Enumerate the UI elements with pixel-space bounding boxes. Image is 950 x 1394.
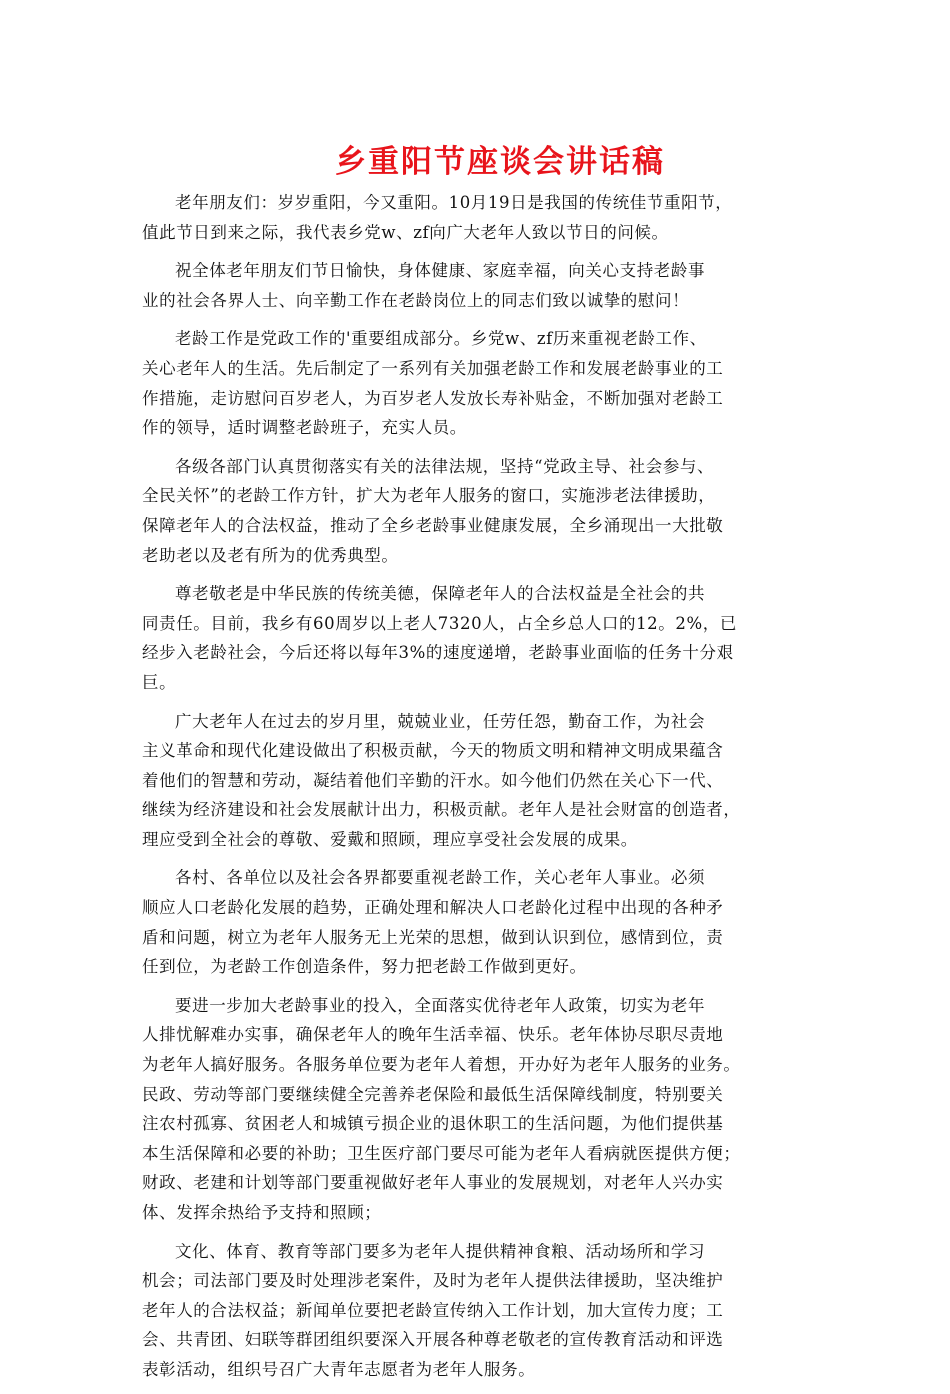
paragraph: 各村、各单位以及社会各界都要重视老龄工作，关心老年人事业。必须 顺应人口老龄化发展的趋势，正确处理和解决人口老龄化过程中出现的各种矛 盾和问题，树立为老年人服务无上光荣的思想，做到认识到位，感情到位，责 任到位，为老龄工作创造条件，努力把老龄工作做到更好。 xyxy=(142,868,724,977)
paragraph: 老龄工作是党政工作的'重要组成部分。乡党w、zf历来重视老龄工作、 关心老年人的生活。先后制定了一系列有关加强老龄工作和发展老龄事业的工 作措施，走访慰问百岁老人，为百岁老人发放长寿补贴金，不断加强对老龄工 作的领导，适时调整老龄班子，充实人员。 xyxy=(142,329,724,438)
paragraph: 老年朋友们：岁岁重阳，今又重阳。10月19日是我国的传统佳节重阳节， 值此节日到来之际，我代表乡党w、zf向广大老年人致以节日的问候。 xyxy=(142,193,733,242)
paragraph: 广大老年人在过去的岁月里，兢兢业业，任劳任怨，勤奋工作，为社会 主义革命和现代化建设做出了积极贡献，今天的物质文明和精神文明成果蕴含 着他们的智慧和劳动，凝结着他们辛勤的汗水。如今他们仍然在关心下一代、 继续为经济建设和社会发展献计出力，积极贡献。老年人是社会财富的创造者， 理应受到全社会的尊敬、爱戴和照顾，理应享受社会发展的成果。 xyxy=(142,711,741,849)
paragraph: 尊老敬老是中华民族的传统美德，保障老年人的合法权益是全社会的共 同责任。目前，我乡有60周岁以上老人7320人，占全乡总人口的12。2%，已 经步入老龄社会，今后还将以每年3%的速度递增，老龄事业面临的任务十分艰 巨。 xyxy=(142,584,737,692)
document-body xyxy=(142,188,830,1394)
document-title: 乡重阳节座谈会讲话稿 xyxy=(335,144,665,180)
paragraph: 祝全体老年朋友们节日愉快，身体健康、家庭幸福，向关心支持老龄事 业的社会各界人士、向辛勤工作在老龄岗位上的同志们致以诚挚的慰问！ xyxy=(142,261,706,310)
paragraph: 文化、体育、教育等部门要多为老年人提供精神食粮、活动场所和学习 机会；司法部门要及时处理涉老案件，及时为老年人提供法律援助，坚决维护 老年人的合法权益；新闻单位要把老龄宣传纳入工作计划，加大宣传力度；工 会、共青团、妇联等群团组织要深入开展各种尊老敬老的宣传教育活动和评选 表彰活动，组织号召广大青年志愿者为老年人服务。 xyxy=(142,1241,724,1379)
paragraph: 要进一步加大老龄事业的投入，全面落实优待老年人政策，切实为老年 人排忧解难办实事，确保老年人的晚年生活幸福、快乐。老年体协尽职尽责地 为老年人搞好服务。各服务单位要为老年人着想，开办好为老年人服务的业务。 民政、劳动等部门要继续健全完善养老保险和最低生活保障线制度，特别要关 注农村孤寡、贫困老人和城镇亏损企业的退休职工的生活问题，为他们提供基 本生活保障和必要的补助；卫生医疗部门要尽可能为老年人看病就医提供方便； 财政、老建和计划等部门要重视做好老年人事业的发展规划，对老年人兴办实 体、发挥余热给予支持和照顾； xyxy=(142,995,741,1222)
paragraph: 各级各部门认真贯彻落实有关的法律法规，坚持“党政主导、社会参与、 全民关怀”的老龄工作方针，扩大为老年人服务的窗口，实施涉老法律援助， 保障老年人的合法权益，推动了全乡老龄事业健康发展，全乡涌现出一大批敬 老助老以及老有所为的优秀典型。 xyxy=(142,456,724,565)
